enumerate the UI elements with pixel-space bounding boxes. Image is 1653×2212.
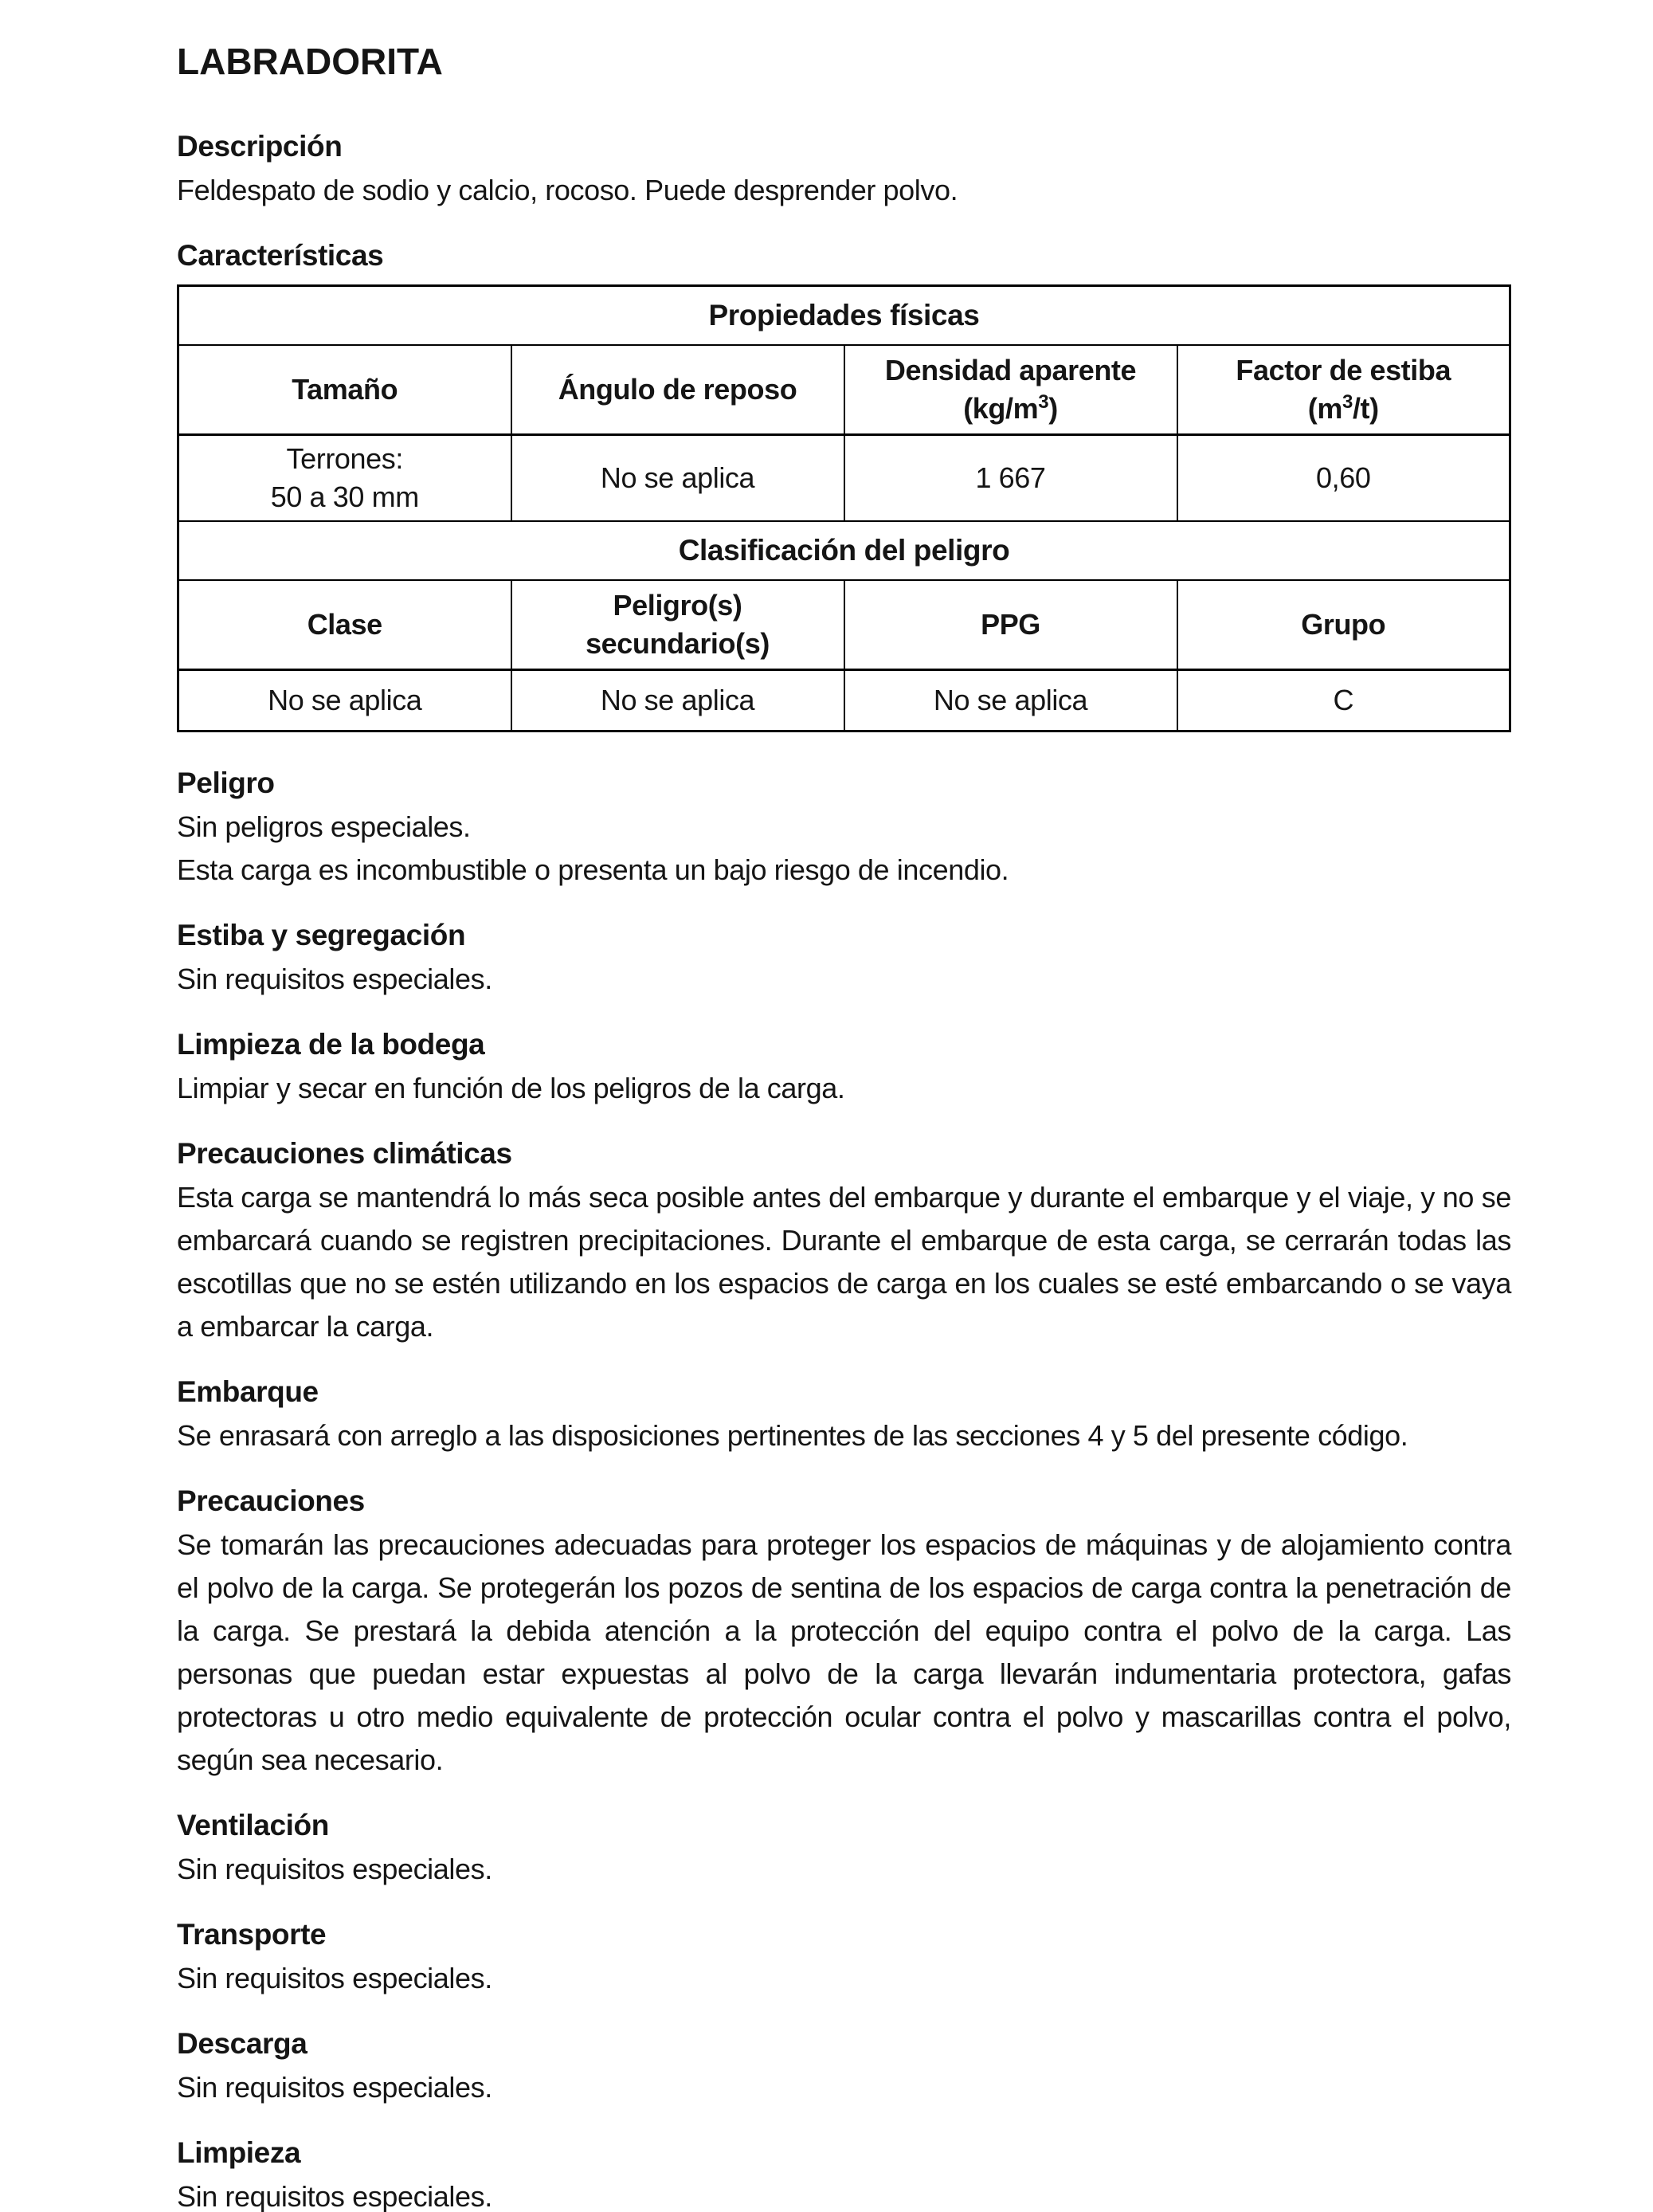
section-heading-caracteristicas: Características (177, 239, 384, 272)
table-row-physical-values (178, 435, 1510, 522)
section-estiba-segregacion (177, 913, 1511, 1001)
cell-angulo-reposo: No se aplica (511, 435, 844, 522)
section-embarque (177, 1370, 1511, 1457)
table-header-row-hazard (178, 580, 1510, 670)
section-precauciones (177, 1479, 1511, 1782)
section-transporte (177, 1912, 1511, 2000)
cargo-title: LABRADORITA (177, 41, 443, 82)
table-banner-propiedades-fisicas (178, 286, 1510, 346)
paragraph-embarque: Se enrasará con arreglo a las disposiciones pertinentes de las secciones 4 y 5 del presente código. (177, 1419, 1408, 1452)
section-heading-embarque: Embarque (177, 1375, 319, 1408)
table-row-hazard-values (178, 670, 1510, 731)
section-peligro (177, 761, 1511, 892)
paragraph-descarga: Sin requisitos especiales. (177, 2071, 492, 2104)
section-heading-descripcion: Descripción (177, 130, 343, 163)
superscript-3: 3 (1038, 391, 1049, 413)
paragraph-ventilacion: Sin requisitos especiales. (177, 1853, 492, 1885)
section-heading-precauciones-climaticas: Precauciones climáticas (177, 1137, 512, 1170)
col-header-grupo: Grupo (1177, 580, 1510, 670)
section-heading-descarga: Descarga (177, 2027, 307, 2060)
paragraph-peligro-1: Sin peligros especiales. (177, 810, 471, 843)
col-header-densidad-aparente: Densidad aparente $(kg/m^3)$ (844, 345, 1177, 435)
section-heading-limpieza-bodega: Limpieza de la bodega (177, 1028, 485, 1061)
section-heading-transporte: Transporte (177, 1918, 327, 1951)
section-heading-ventilacion: Ventilación (177, 1809, 329, 1841)
paragraph-descripcion: Feldespato de sodio y calcio, rocoso. Puede desprender polvo. (177, 174, 958, 206)
cell-ppg: No se aplica (844, 670, 1177, 731)
section-heading-limpieza: Limpieza (177, 2136, 301, 2169)
table-banner-clasificacion-peligro (178, 521, 1510, 580)
banner-propiedades-fisicas-label: Propiedades físicas (178, 286, 1510, 346)
cell-clase: No se aplica (178, 670, 511, 731)
superscript-3: 3 (1342, 391, 1353, 413)
section-descripcion (177, 124, 1511, 212)
section-heading-peligro: Peligro (177, 767, 275, 799)
cell-grupo: C (1177, 670, 1510, 731)
paragraph-limpieza-bodega: Limpiar y secar en función de los peligros de la carga. (177, 1072, 845, 1104)
paragraph-peligro-2: Esta carga es incombustible o presenta un bajo riesgo de incendio. (177, 853, 1009, 886)
paragraph-precauciones: Se tomarán las precauciones adecuadas para proteger los espacios de máquinas y de alojamiento contra el polvo de la carga. Se protegerán los pozos de sentina de los espacios de carga contra la penetración de la carga. Se prestará la debida atención a la protección del equipo contra el polvo de la carga. Las personas que puedan estar expuestas al polvo de la carga llevarán indumentaria protectora, gafas protectoras u otro medio equivalente de protección ocular contra el polvo y mascarillas contra el polvo, según sea necesario. (177, 1528, 1511, 1776)
section-ventilacion (177, 1803, 1511, 1891)
paragraph-limpieza: Sin requisitos especiales. (177, 2180, 492, 2212)
section-descarga (177, 2022, 1511, 2109)
col-header-clase: Clase (178, 580, 511, 670)
col-header-peligros-secundarios: Peligro(s) secundario(s) (511, 580, 844, 670)
paragraph-estiba-segregacion: Sin requisitos especiales. (177, 963, 492, 995)
banner-clasificacion-peligro-label: Clasificación del peligro (178, 521, 1510, 580)
col-header-factor-estiba: Factor de estiba $(m^3/t)$ (1177, 345, 1510, 435)
cell-peligros-secundarios: No se aplica (511, 670, 844, 731)
paragraph-precauciones-climaticas: Esta carga se mantendrá lo más seca posible antes del embarque y durante el embarque y el viaje, y no se embarcará cuando se registren precipitaciones. Durante el embarque de esta carga, se cerrarán todas las escotillas que no se estén utilizando en los espacios de carga en los cuales se esté embarcando o se vaya a embarcar la carga. (177, 1181, 1511, 1343)
col-header-angulo-reposo: Ángulo de reposo (511, 345, 844, 435)
table-header-row-physical (178, 345, 1510, 435)
section-limpieza (177, 2131, 1511, 2212)
paragraph-transporte: Sin requisitos especiales. (177, 1962, 492, 1994)
section-heading-estiba-segregacion: Estiba y segregación (177, 919, 466, 951)
section-caracteristicas (177, 233, 1511, 278)
cell-densidad-aparente: 1 667 (844, 435, 1177, 522)
properties-table (177, 284, 1511, 732)
section-limpieza-bodega (177, 1022, 1511, 1110)
col-header-ppg: PPG (844, 580, 1177, 670)
cell-factor-estiba: 0,60 (1177, 435, 1510, 522)
cell-tamano: Terrones: 50 a 30 mm (178, 435, 511, 522)
section-heading-precauciones: Precauciones (177, 1484, 365, 1517)
section-precauciones-climaticas (177, 1131, 1511, 1348)
col-header-tamano: Tamaño (178, 345, 511, 435)
